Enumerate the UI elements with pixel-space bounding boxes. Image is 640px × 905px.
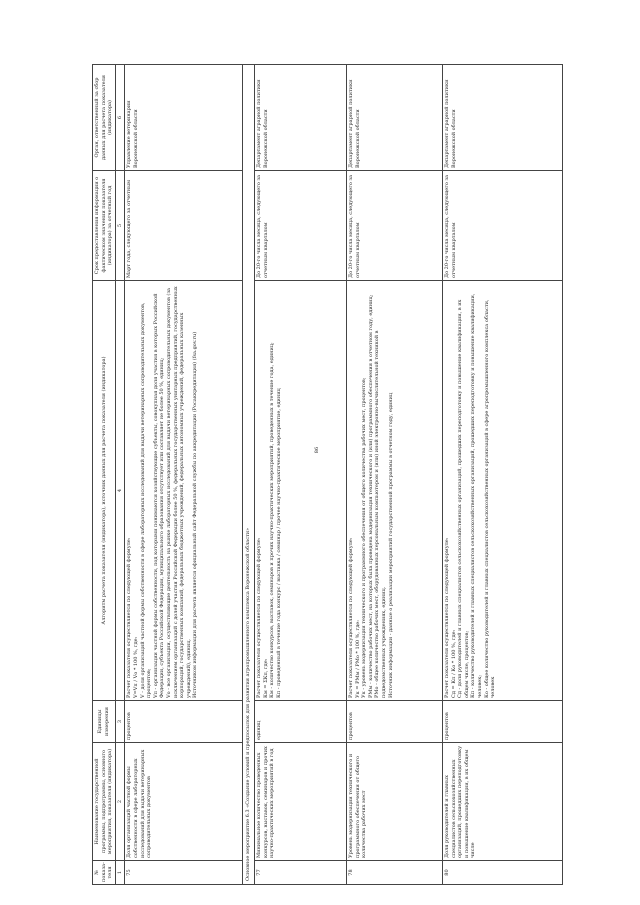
algorithm-line: Ук - уровень модернизации технического и программного обеспечения от общего количества рабочих мест, процентов; <box>361 377 368 698</box>
algorithm-line: Расчет показателя осуществляется по следующей формуле: <box>255 537 262 698</box>
column-number: 3 <box>115 701 125 743</box>
unit: процентов <box>125 701 243 743</box>
algorithm-line: V - доля организаций частной формы собственности в сфере лабораторных исследований для выдачи ветеринарных сопроводительных документов, процентов; <box>139 302 153 698</box>
deadline: До 20-го числа месяца, следующего за отчетным кварталом <box>254 171 346 281</box>
indicator-name: Уровень модернизации технического и программного обеспечения от общего количества рабочих мест <box>346 743 442 861</box>
header-algorithm: Алгоритм расчета показателя (индикатора), источник данных для расчета показателя (индикатора) <box>93 281 116 701</box>
algorithm-line: Vп - организации частной формы собственности, под которыми понимаются хозяйствующие субъекты, совокупная доля участия в которых Российской Федерации, субъекта Российской Федерации, муниципального образования отсутствует или составляет не более 50 %, единиц; <box>152 293 166 698</box>
algorithm-line: Расчет показателя осуществляется по следующей формуле: <box>443 537 450 698</box>
indicator-name: Минимальное количество проведенных конкурсов, выставок, семинаров и прочих научно-практических мероприятий в год <box>254 743 346 861</box>
page-number: 86 <box>314 446 321 454</box>
indicator-name: Доля организаций частной формы собственности в сфере лабораторных исследований для выдачи ветеринарных сопроводительных документов <box>125 743 243 861</box>
algorithm-line: Сд - доля руководителей и главных специалистов сельскохозяйственных организаций, прошедших переподготовку и повышение квалификации, в их общем числе, процентов; <box>457 299 470 698</box>
algorithm <box>254 281 346 701</box>
rotated-table-sheet <box>92 65 637 885</box>
row-number: 80 <box>442 861 562 885</box>
header-row <box>93 65 116 885</box>
responsible: Управление ветеринарии Воронежской области <box>125 65 243 171</box>
algorithm-line: Кп - количество руководителей и главных специалистов сельскохозяйственных организаций, прошедших переподготовку и повышение квалификации, человек; <box>470 293 483 698</box>
algorithm-line: Расчет показателя осуществляется по следующей формуле: <box>126 537 133 698</box>
unit: единиц <box>254 701 346 743</box>
deadline: До 20-го числа месяца, следующего за отчетным кварталом <box>442 171 562 281</box>
table-row <box>442 65 562 885</box>
row-number: 75 <box>125 861 243 885</box>
column-number: 6 <box>115 65 125 171</box>
header-name: Наименование государственной программы, подпрограммы, основного мероприятия, показателя (индикатора) <box>93 743 116 861</box>
algorithm-line: Расчет показателя осуществляется по следующей формуле: <box>347 537 354 698</box>
header-deadline: Срок предоставления информации о фактическом значении показателя (индикатора) за отчетный год <box>93 171 116 281</box>
unit: процентов <box>442 701 562 743</box>
table-row <box>346 65 442 885</box>
indicator-name: Доля руководителей и главных специалистов сельскохозяйственных организаций, прошедших переподготовку и повышение квалификации, в их общем числе <box>442 743 562 861</box>
algorithm-line: Км = ΣКп, где: <box>262 658 269 698</box>
row-number: 77 <box>254 861 346 885</box>
algorithm-line: Ко - общее количество руководителей и главных специалистов сельскохозяйственных организаций в сфере агропромышленного комплекса области, человек <box>483 299 497 698</box>
column-number: 2 <box>115 743 125 861</box>
indicators-table <box>92 64 563 885</box>
column-number: 4 <box>115 281 125 701</box>
algorithm <box>442 281 562 701</box>
numbering-row <box>115 65 125 885</box>
column-number: 5 <box>115 171 125 281</box>
algorithm-line: Источником информации для расчета является официальный сайт Федеральной службы по аккредитации (Росаккредитация) (fsa.gov.ru) <box>192 331 199 698</box>
algorithm-line: Ук = РМм / РМо * 100 %, где: <box>354 620 361 698</box>
responsible: Департамент аграрной политики Воронежской области <box>254 65 346 171</box>
algorithm-line: V=Vп / Vо * 100 %, где: <box>132 636 139 698</box>
algorithm <box>125 281 243 701</box>
algorithm-line: Км - количество конкурсов, выставок, семинаров и прочих научно-практических мероприятий, проведенных в течение года, единиц; <box>269 342 276 698</box>
algorithm-line: Vо - все организации, осуществляющие деятельность на рынке лабораторных исследований для выдачи ветеринарных сопроводительных документов (за исключением организаций с долей участия Российской Федерации более 50 %, федеральных государственных унитарных предприятий, государственных корпораций, государственных компаний, федеральных бюджетных учреждений, федеральных автономных учреждений, федеральных казенных учреждений), единиц. <box>165 286 192 698</box>
unit: процентов <box>346 701 442 743</box>
column-number: 1 <box>115 861 125 885</box>
deadline: До 20-го числа месяца, следующего за отчетным кварталом <box>346 171 442 281</box>
header-unit: Единицы измерения <box>93 701 116 743</box>
header-responsible: Орган, ответственный за сбор данных для расчета показателя (индикатора) <box>93 65 116 171</box>
deadline: Март года, следующего за отчетным <box>125 171 243 281</box>
algorithm <box>346 281 442 701</box>
table-row <box>254 65 346 885</box>
section-row <box>243 65 255 885</box>
algorithm-line: Кп - проведенный в течение года конкурс / выставка / семинар / прочее научно-практическое мероприятие, единиц <box>275 388 282 698</box>
responsible: Департамент аграрной политики Воронежской области <box>346 65 442 171</box>
section-title: Основное мероприятие 6.3 «Создание условий и предпосылок для развития агропромышленного комплекса Воронежской области» <box>243 65 255 885</box>
algorithm-line: РМо - общее количество рабочих мест, оборудованных персональным компьютером и (или) иной электронно-вычислительной техникой в подведомственных учреждениях, единиц. <box>374 330 387 698</box>
algorithm-line: Источник информации - данные о реализации мероприятий государственной программы в отчетном году, единиц <box>387 392 394 698</box>
algorithm-line: Сд = Кп / Ко * 100 %, где: <box>450 629 457 698</box>
responsible: Департамент аграрной политики Воронежской области <box>442 65 562 171</box>
row-number: 78 <box>346 861 442 885</box>
table-row <box>125 65 243 885</box>
header-num: № показа-теля <box>93 861 116 885</box>
algorithm-line: РМм - количество рабочих мест, на которых была проведена модернизация технического и (или) программного обеспечения в отчетном году, единиц; <box>367 294 374 698</box>
